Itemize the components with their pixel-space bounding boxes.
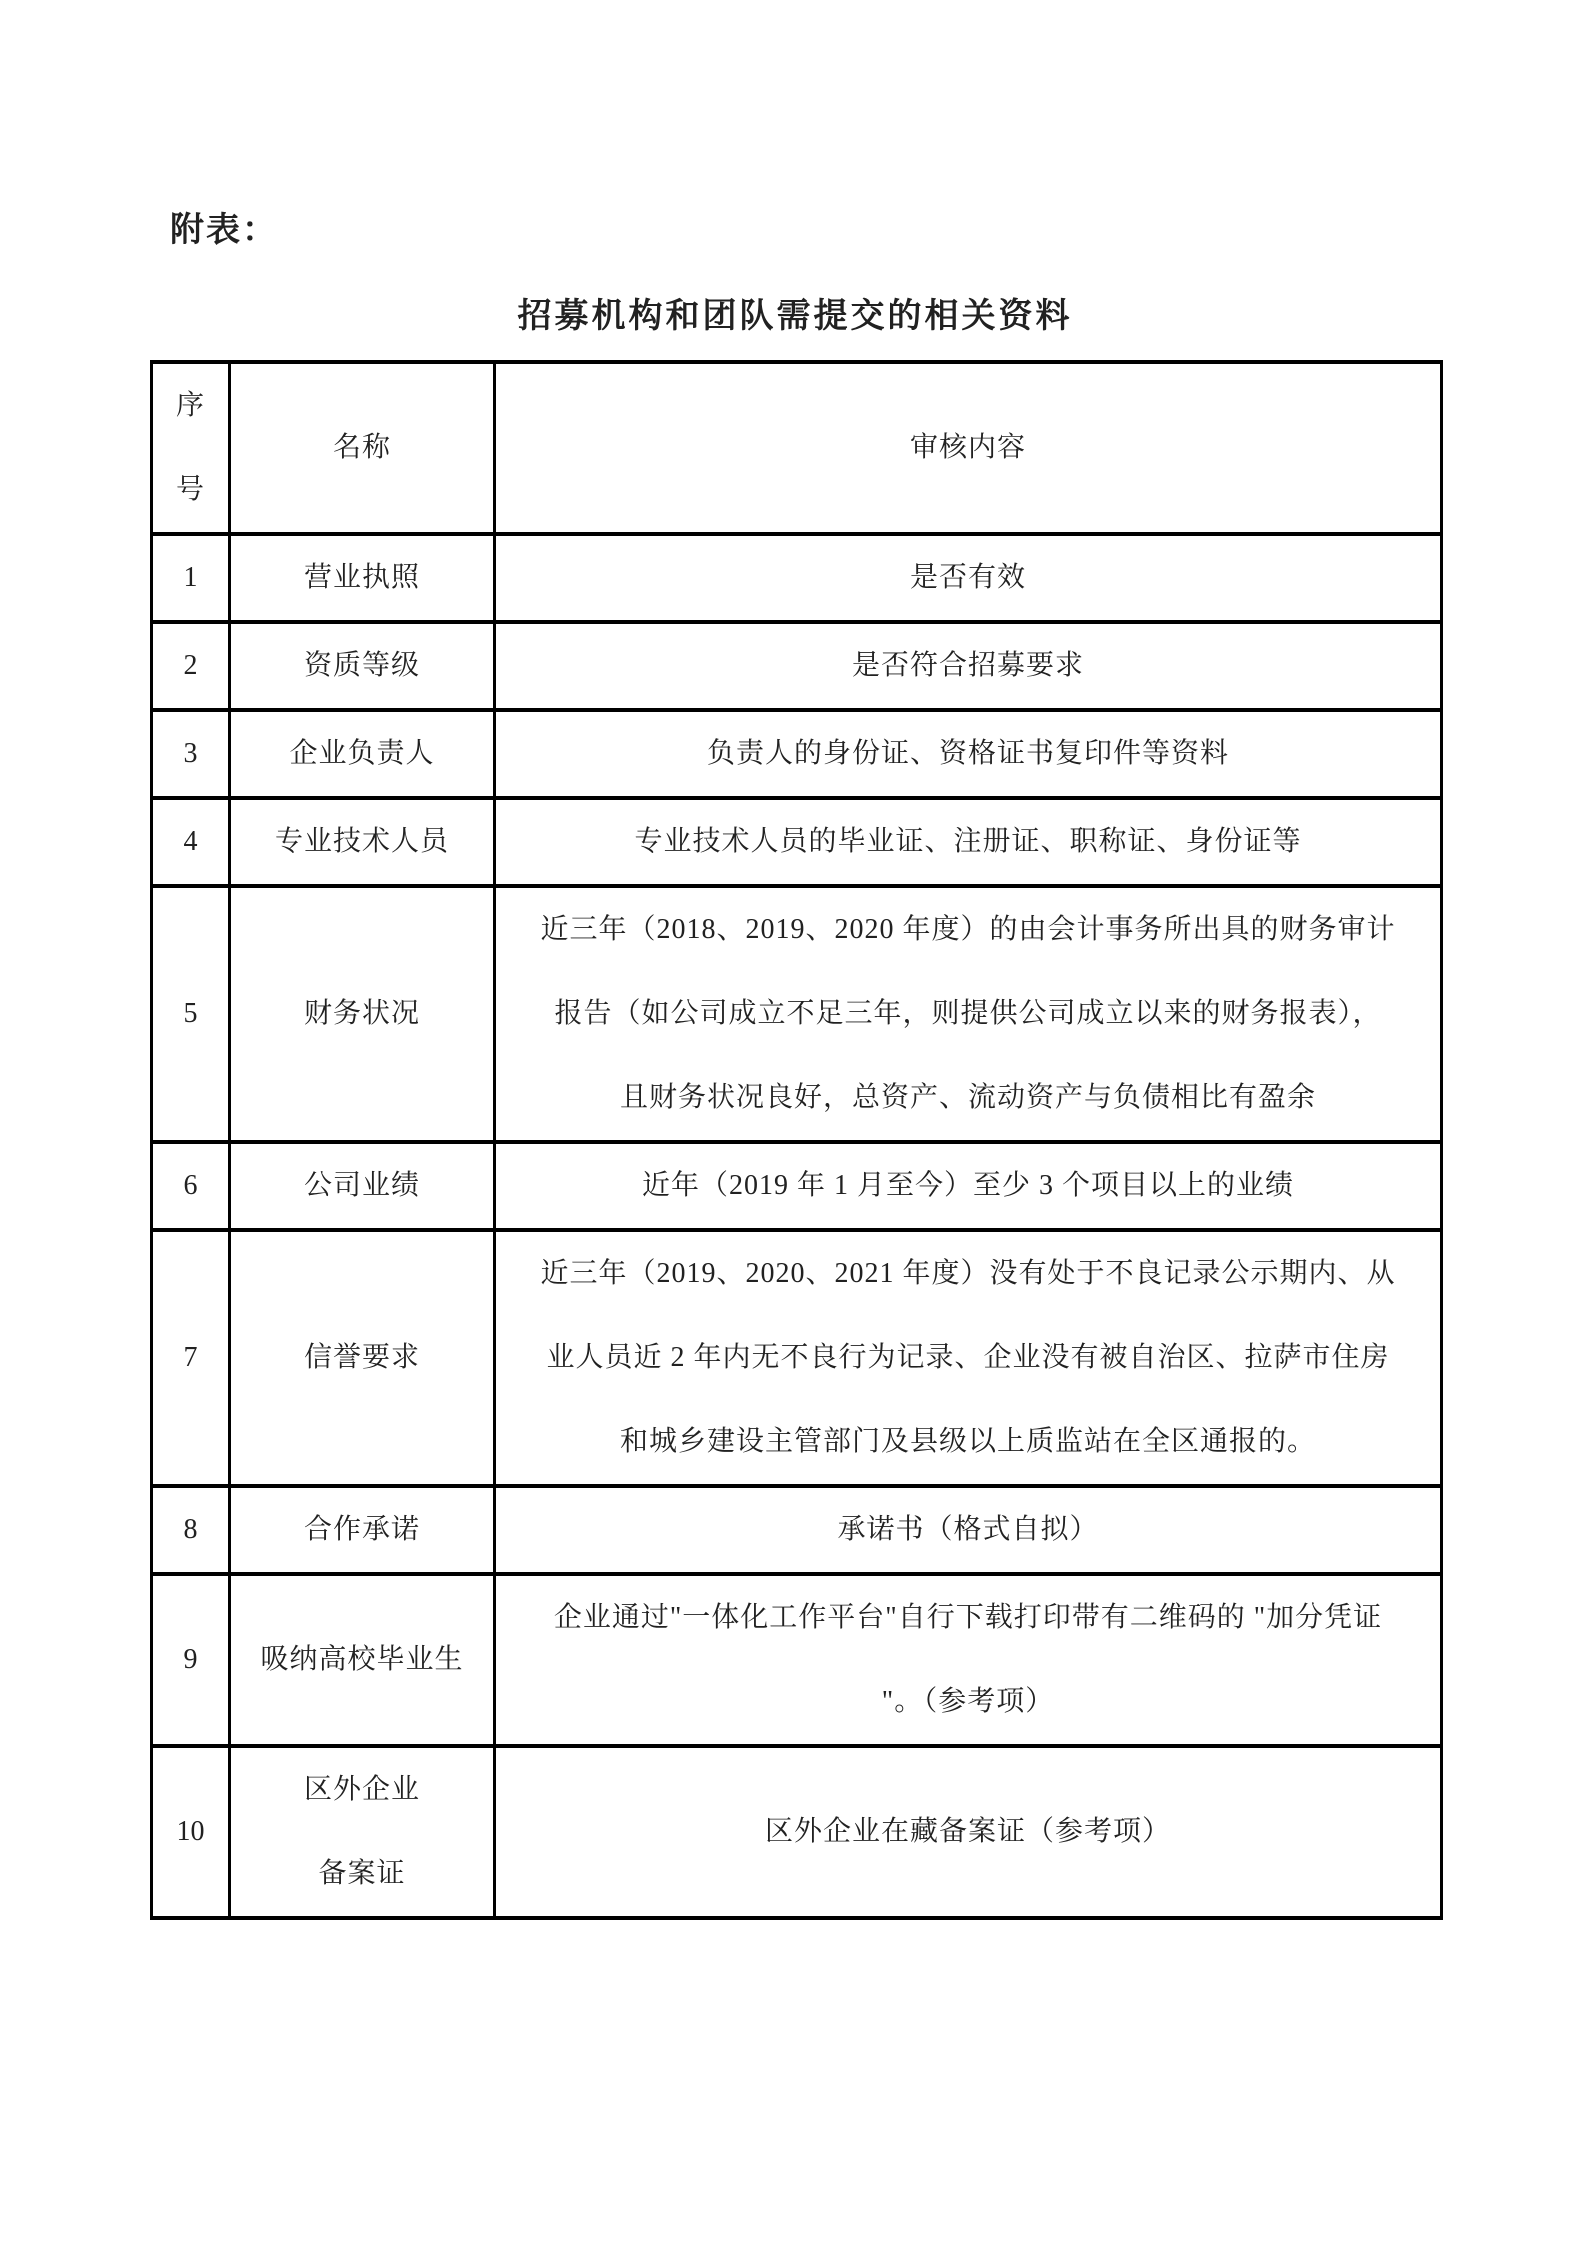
table-row: [152, 1230, 1442, 1486]
materials-table: [150, 360, 1443, 1920]
text-line: 备案证: [318, 1858, 406, 1889]
text-line: 2: [183, 650, 198, 681]
table-row: [152, 710, 1442, 798]
table-row: [152, 1142, 1442, 1230]
text-line: 8: [183, 1514, 198, 1545]
text-line: 1: [183, 562, 198, 593]
row-serial-number: [152, 1230, 230, 1486]
text-line: 号: [175, 474, 205, 505]
row-name: [230, 1574, 495, 1746]
text-line: 近三年（2018、2019、2020 年度）的由会计事务所出具的财务审计: [540, 914, 1396, 945]
text-line: 公司业绩: [303, 1170, 420, 1201]
text-line: 10: [176, 1816, 205, 1847]
row-serial-number: [152, 886, 230, 1142]
text-line: 资质等级: [303, 650, 420, 681]
text-line: 区外企业在藏备案证（参考项）: [764, 1816, 1171, 1847]
table-body: [152, 534, 1442, 1918]
table-row: [152, 886, 1442, 1142]
row-review-content: [495, 886, 1442, 1142]
table-row: [152, 1746, 1442, 1918]
row-serial-number: [152, 534, 230, 622]
text-line: 且财务状况良好，总资产、流动资产与负债相比有盈余: [619, 1082, 1316, 1113]
row-serial-number: [152, 798, 230, 886]
table-row: [152, 798, 1442, 886]
header-name: [230, 362, 495, 534]
header-name-label: 名称: [332, 432, 391, 463]
table-row: [152, 1486, 1442, 1574]
text-line: 区外企业: [303, 1774, 420, 1805]
text-line: 和城乡建设主管部门及县级以上质监站在全区通报的。: [619, 1426, 1316, 1457]
row-name: [230, 622, 495, 710]
row-review-content: [495, 798, 1442, 886]
text-line: 报告（如公司成立不足三年，则提供公司成立以来的财务报表），: [554, 998, 1382, 1029]
row-serial-number: [152, 1574, 230, 1746]
attachment-label: 附表：: [170, 212, 278, 249]
table-row: [152, 534, 1442, 622]
table-row: [152, 1574, 1442, 1746]
row-review-content: [495, 1142, 1442, 1230]
text-line: 财务状况: [303, 998, 420, 1029]
text-line: 5: [183, 998, 198, 1029]
text-line: 6: [183, 1170, 198, 1201]
header-review-content-label: 审核内容: [909, 432, 1026, 463]
row-name: [230, 798, 495, 886]
row-name: [230, 534, 495, 622]
row-name: [230, 1142, 495, 1230]
row-review-content: [495, 1486, 1442, 1574]
row-review-content: [495, 622, 1442, 710]
header-review-content: [495, 362, 1442, 534]
text-line: 负责人的身份证、资格证书复印件等资料: [706, 738, 1229, 769]
text-line: 近年（2019 年 1 月至今）至少 3 个项目以上的业绩: [641, 1170, 1294, 1201]
table-header-row: [152, 362, 1442, 534]
text-line: 是否有效: [909, 562, 1026, 593]
text-line: 序: [175, 390, 205, 421]
text-line: 9: [183, 1644, 198, 1675]
text-line: 吸纳高校毕业生: [260, 1644, 464, 1675]
row-name: [230, 1486, 495, 1574]
text-line: 信誉要求: [303, 1342, 420, 1373]
row-name: [230, 710, 495, 798]
text-line: 7: [183, 1342, 198, 1373]
row-name: [230, 1230, 495, 1486]
text-line: 营业执照: [303, 562, 420, 593]
text-line: "。（参考项）: [881, 1686, 1055, 1717]
text-line: 3: [183, 738, 198, 769]
text-line: 企业通过"一体化工作平台"自行下载打印带有二维码的 "加分凭证: [553, 1602, 1383, 1633]
text-line: 专业技术人员的毕业证、注册证、职称证、身份证等: [634, 826, 1302, 857]
row-name: [230, 1746, 495, 1918]
row-review-content: [495, 534, 1442, 622]
row-name: [230, 886, 495, 1142]
row-review-content: [495, 1574, 1442, 1746]
table-row: [152, 622, 1442, 710]
row-serial-number: [152, 1486, 230, 1574]
row-serial-number: [152, 710, 230, 798]
text-line: 企业负责人: [289, 738, 435, 769]
page-title: 招募机构和团队需提交的相关资料: [517, 298, 1073, 335]
text-line: 承诺书（格式自拟）: [837, 1514, 1099, 1545]
text-line: 业人员近 2 年内无不良行为记录、企业没有被自治区、拉萨市住房: [546, 1342, 1390, 1373]
row-serial-number: [152, 1142, 230, 1230]
row-serial-number: [152, 622, 230, 710]
text-line: 专业技术人员: [274, 826, 449, 857]
text-line: 是否符合招募要求: [851, 650, 1084, 681]
text-line: 4: [183, 826, 198, 857]
text-line: 合作承诺: [303, 1514, 420, 1545]
row-review-content: [495, 710, 1442, 798]
text-line: 近三年（2019、2020、2021 年度）没有处于不良记录公示期内、从: [540, 1258, 1396, 1289]
row-review-content: [495, 1230, 1442, 1486]
row-review-content: [495, 1746, 1442, 1918]
header-serial-number: [152, 362, 230, 534]
row-serial-number: [152, 1746, 230, 1918]
